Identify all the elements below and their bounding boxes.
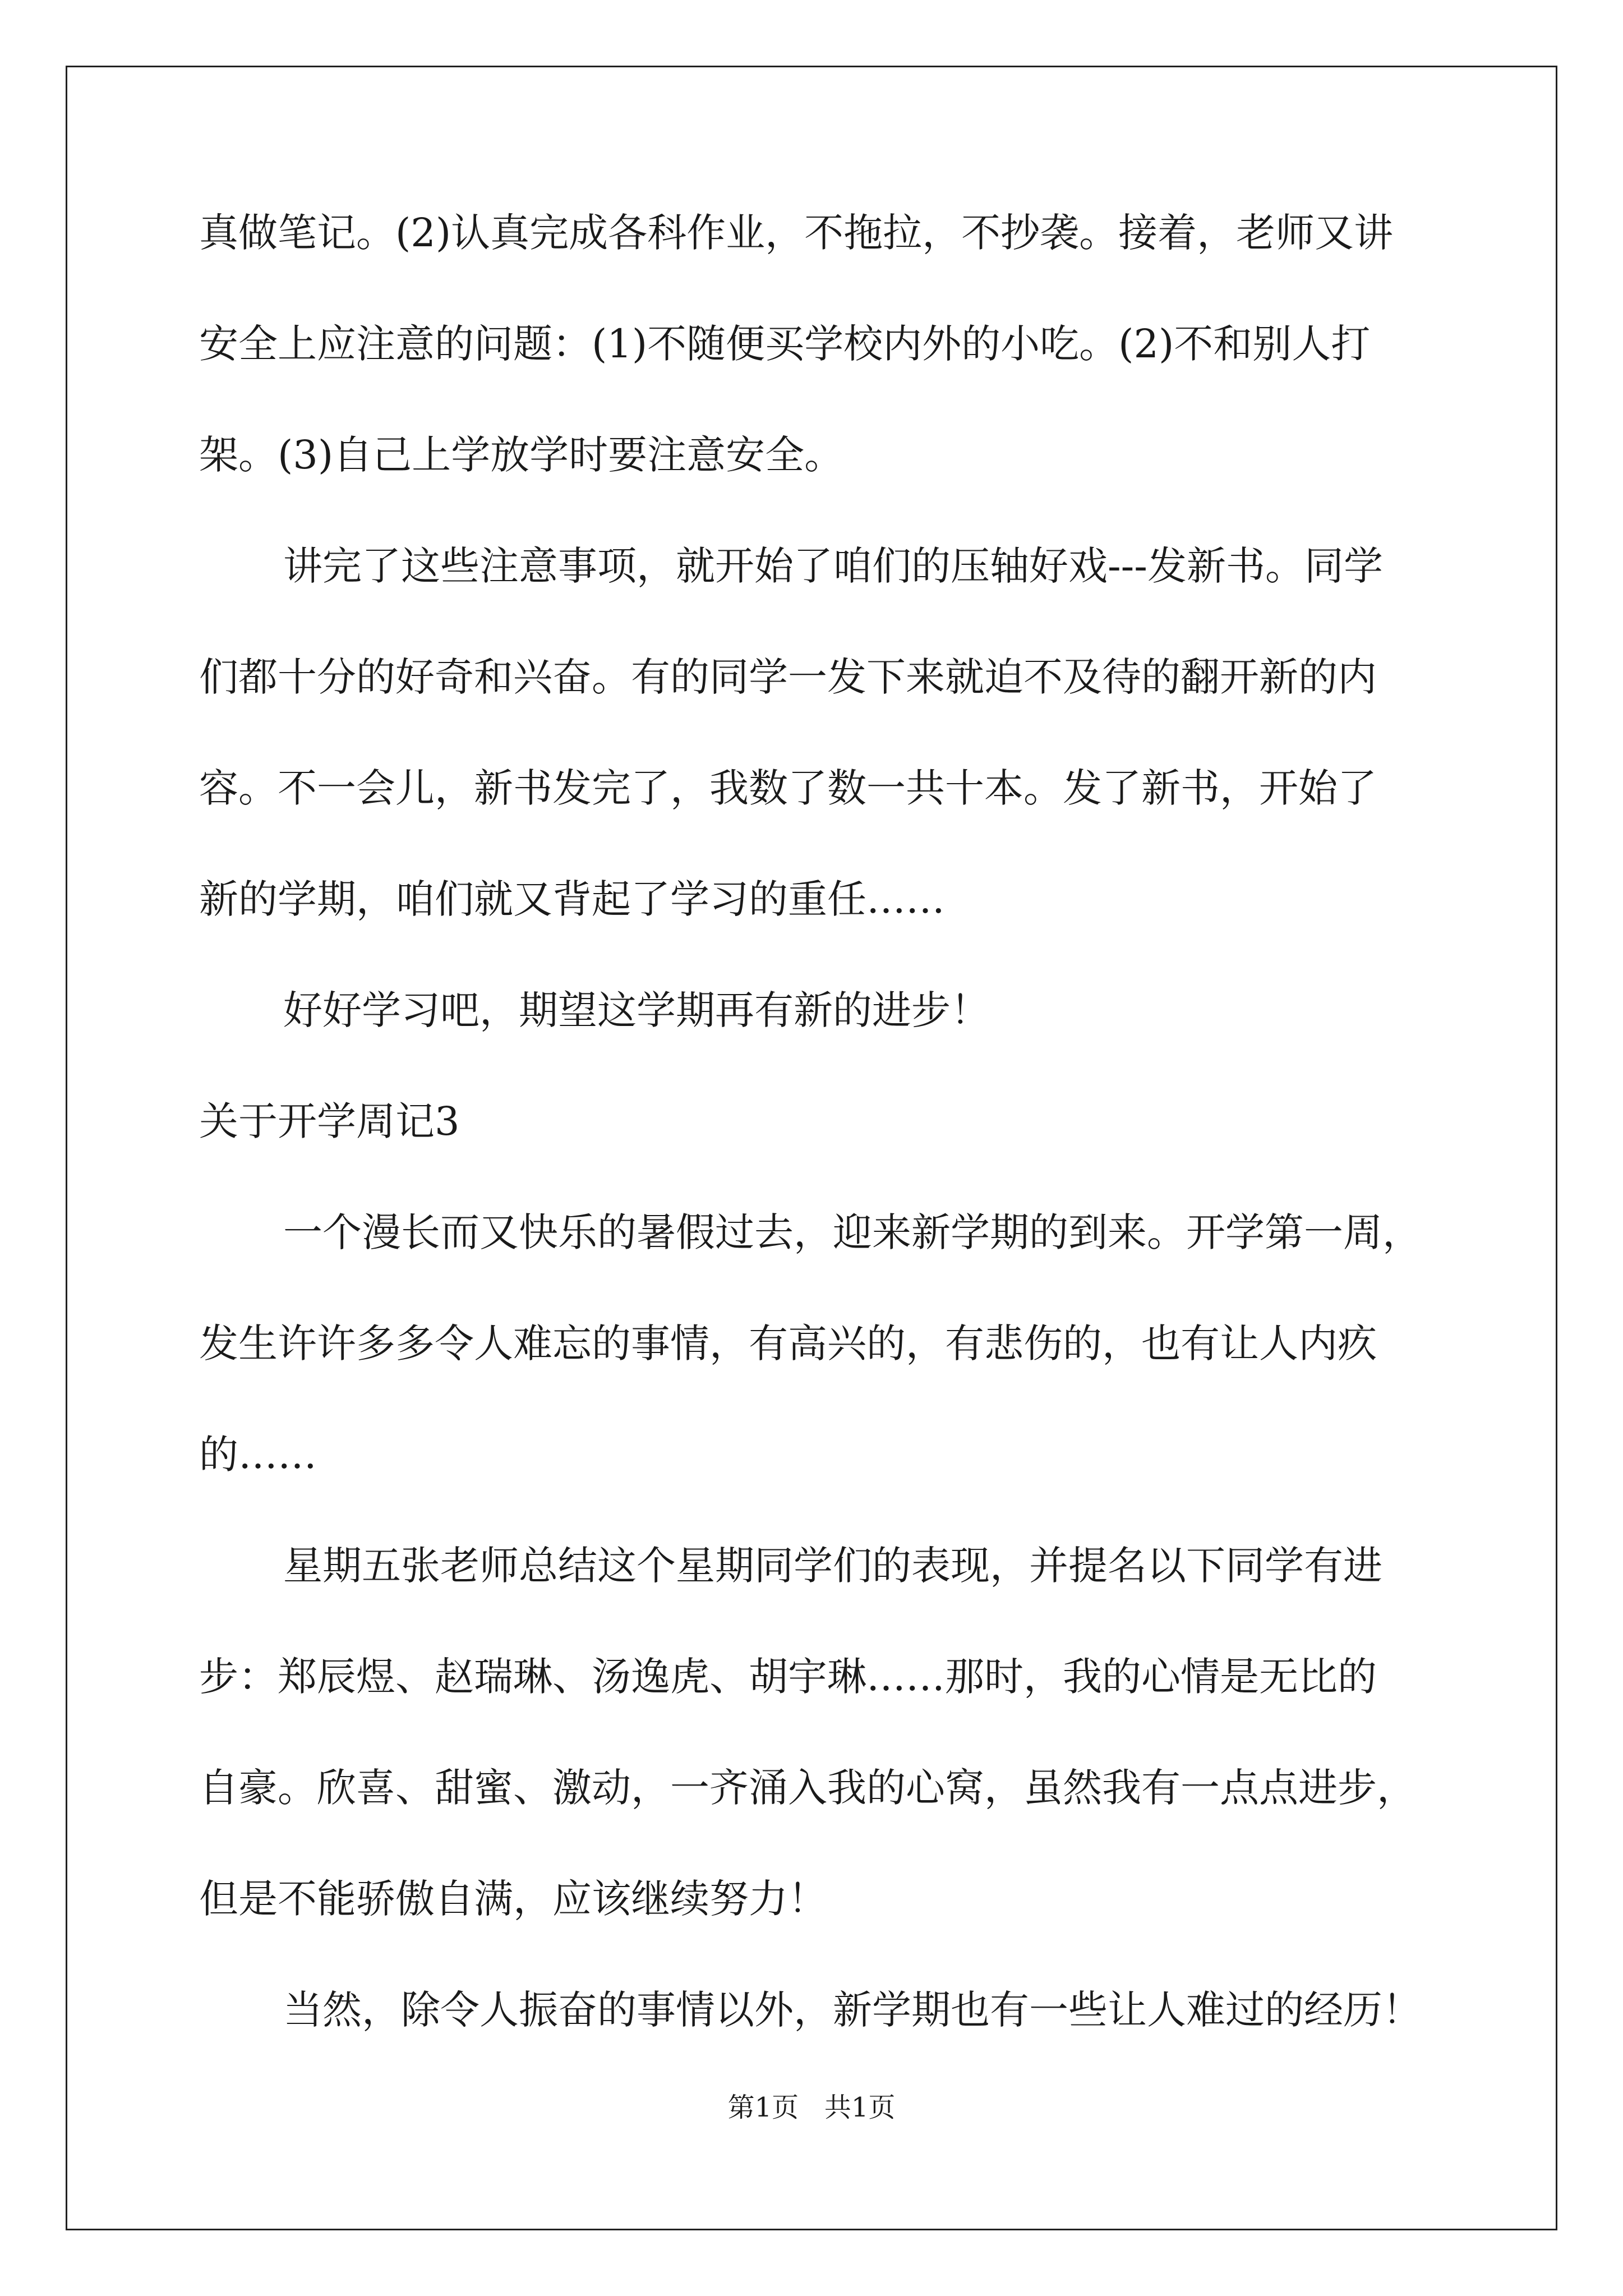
text-line: 但是不能骄傲自满，应该继续努力！ <box>199 1876 827 1922</box>
text-line: 们都十分的好奇和兴奋。有的同学一发下来就迫不及待的翻开新的内 <box>199 654 1377 700</box>
text-line: 发生许许多多令人难忘的事情，有高兴的，有悲伤的，也有让人内疚 <box>199 1320 1377 1366</box>
page-number-footer: 第1页 共1页 <box>727 2092 896 2123</box>
text-line: 容。不一会儿，新书发完了，我数了数一共十本。发了新书，开始了 <box>199 765 1377 811</box>
paragraph-start-line: 星期五张老师总结这个星期同学们的表现，并提名以下同学有进 <box>283 1543 1382 1589</box>
text-line: 新的学期，咱们就又背起了学习的重任…… <box>199 876 945 922</box>
document-body <box>199 210 1427 2101</box>
paragraph-start-line: 当然，除令人振奋的事情以外，新学期也有一些让人难过的经历！ <box>283 1987 1422 2033</box>
paragraph-start-line: 讲完了这些注意事项，就开始了咱们的压轴好戏---发新书。同学 <box>283 543 1383 589</box>
text-line: 自豪。欣喜、甜蜜、激动，一齐涌入我的心窝，虽然我有一点点进步， <box>199 1765 1416 1811</box>
text-line: 架。(3)自己上学放学时要注意安全。 <box>199 432 844 478</box>
paragraph-start-line: 好好学习吧，期望这学期再有新的进步！ <box>283 987 990 1033</box>
text-line: 真做笔记。(2)认真完成各科作业，不拖拉，不抄袭。接着，老师又讲 <box>199 210 1394 256</box>
text-line: 安全上应注意的问题：(1)不随便买学校内外的小吃。(2)不和别人打 <box>199 321 1371 367</box>
text-line: 的…… <box>199 1432 317 1478</box>
section-heading: 关于开学周记3 <box>199 1098 460 1144</box>
text-line: 步：郑辰煜、赵瑞琳、汤逸虎、胡宇琳……那时，我的心情是无比的 <box>199 1654 1377 1700</box>
paragraph-start-line: 一个漫长而又快乐的暑假过去，迎来新学期的到来。开学第一周， <box>283 1209 1422 1255</box>
